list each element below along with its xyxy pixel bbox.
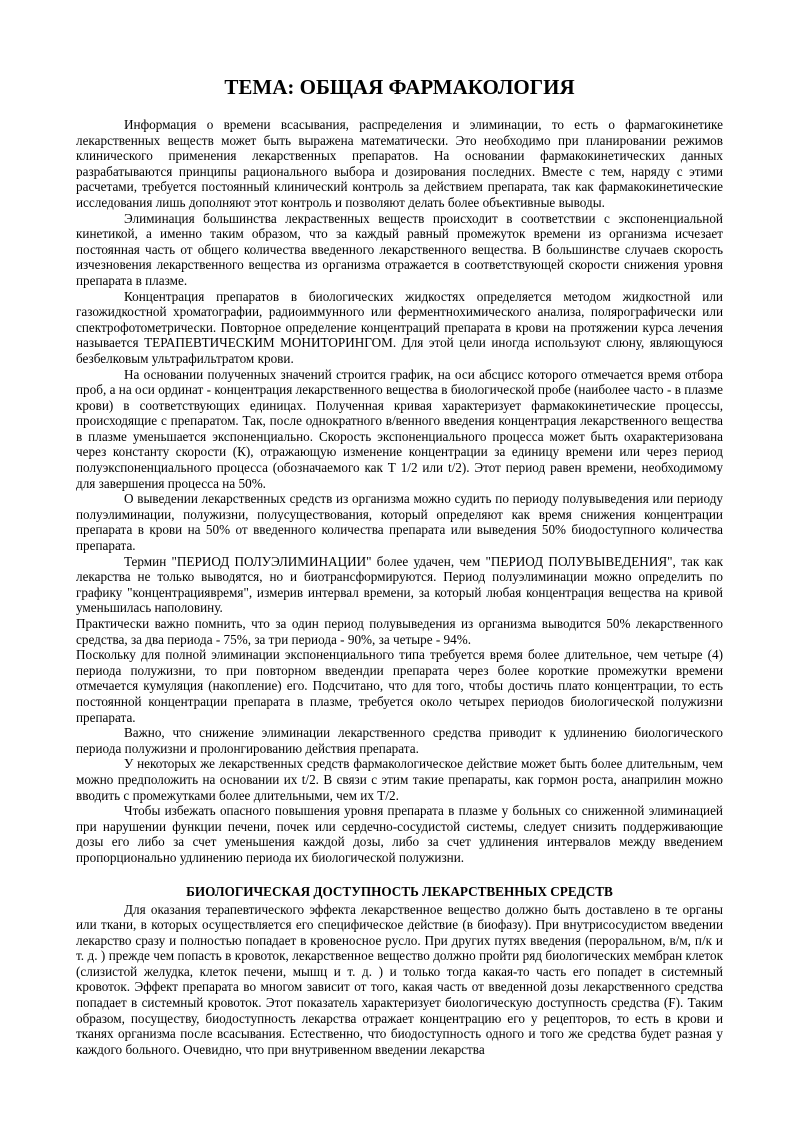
paragraph-graph: На основании полученных значений строится график, на оси абсцисс которого отмечается время отбора проб, а на оси ординат - концентрация лекарственного вещества в биологической пробе (наиболее часто - в плазме крови) в соответствующих единицах. Полученная кривая характеризует фармакокинетические процессы, происходящие с препаратом. Так, после однократного в/венного введения концентрация лекарственного вещества в плазме уменьшается экспоненциально. Скорость экспоненциального процесса может быть охарактеризована через константу скорости (К), отражающую изменение концентрации за единицу времени или через период полуэкспоненциального процесса (обозначаемого как Т 1/2 или t/2). Этот период равен времени, необходимому для завершения процесса на 50%.	[76, 366, 723, 491]
paragraph-term: Термин "ПЕРИОД ПОЛУЭЛИМИНАЦИИ" более удачен, чем "ПЕРИОД ПОЛУВЫВЕДЕНИЯ", так как лекарства не только выводятся, но и биотрансформируются. Период полуэлиминации можно определить по графику "концентрациявремя", измерив интервал времени, за который любая концентрация вещества на кривой уменьшилась наполовину.	[76, 553, 723, 616]
paragraph-elimination: Элиминация большинства лекраственных веществ происходит в соответствии с экспоненциальной кинетикой, а именно таким образом, что за каждый равный промежуток времени из организма исчезает постоянная часть от общего количества введенного лекарственного вещества. В большинстве случаев скорость изчезновения лекарственного вещества из организма отражается в соответствующей скорости снижения уровня препарата в плазме.	[76, 210, 723, 288]
paragraph-dosing: Чтобы избежать опасного повышения уровня препарата в плазме у больных со сниженной элиминацией при нарушении функции печени, почек или сердечно-сосудистой системы, следует снизить поддерживающие дозы его либо за счет уменьшения каждой дозы, либо за счет удлинения интервалов между введением пропорционально удлинению периода их биологической полужизни.	[76, 803, 723, 865]
paragraph-half-life: О выведении лекарственных средств из организма можно судить по периоду полувыведения или периоду полуэлиминации, полужизни, полусуществования, который определяют как время снижения концентрации препарата в крови на 50% от введенного количества препарата или выведения 50% биодоступного количества препарата.	[76, 491, 723, 554]
paragraph-cumulation: Поскольку для полной элиминации экспоненциального типа требуется время более длительное, чем четыре (4) периода полужизни, то при повторном введендии препарата через более короткие промежутки времени отмечается кумуляция (накопление) его. Подсчитано, что для того, чтобы достичь плато концентрации, то есть постоянной концентрации препарата в плазме, требуется около четырех периодов биологической полужизни препарата.	[76, 647, 723, 725]
paragraph-practical: Практически важно помнить, что за один период полувыведения из организма выводится 50% лекарственного средства, за два периода - 75%, за три периода - 90%, за четыре - 94%.	[76, 616, 723, 647]
paragraph-reduced-elimination: Важно, что снижение элиминации лекарственного средства приводит к удлинению биологического периода полужизни и пролонгированию действия препарата.	[76, 725, 723, 756]
paragraph-bioavailability: Для оказания терапевтического эффекта лекарственное вещество должно быть доставлено в те органы или ткани, в которых осуществляется его специфическое действие (в биофазу). При внутрисосудистом введении лекарство сразу и полностью попадает в кровеносное русло. При других путях введения (пероральном, в/м, п/к и т. д. ) прежде чем попасть в кровоток, лекарственное вещество должно пройти ряд биологических мембран клеток (слизистой желудка, клеток печени, мышц и т. д. ) и только тогда какая-то часть его попадет в системный кровоток. Эффект препарата во многом зависит от того, какая часть от введенной дозы лекарственного средства попадает в системный кровоток. Этот показатель характеризует биологическую доступность средства (F). Таким образом, посуществу, биодоступность лекарства отражает концентрацию его у рецепторов, то есть в крови и тканях организма после всасывания. Естественно, что биодоступность одного и того же средства будет разная у каждого больного. Очевидно, что при внутривенном введении лекарства	[76, 901, 723, 1057]
section-title: БИОЛОГИЧЕСКАЯ ДОСТУПНОСТЬ ЛЕКАРСТВЕННЫХ СРЕДСТВ	[186, 883, 613, 899]
paragraph-longer-action: У некоторых же лекарственных средств фармакологическое действие может быть более длительным, чем можно предположить на основании их t/2. В связи с этим такие препараты, как гормон роста, анаприлин можно вводить с промежутками более длительными, чем их Т/2.	[76, 756, 723, 803]
page-title: ТЕМА: ОБЩАЯ ФАРМАКОЛОГИЯ	[224, 75, 575, 99]
paragraph-pharmacokinetics: Информация о времени всасывания, распределения и элиминации, то есть о фармагокинетике лекарственных веществ может быть выражена математически. Это необходимо при планировании режимов клинического применения лекарственных препаратов. На основании фармакокинетических данных разрабатываются принципы рационального выбора и дозирования последних. Вместе с тем, наряду с этими расчетами, требуется постоянный клинический контроль за действием препарата, так как фармакокинетические исследования лишь дополняют этот контроль и позволяют делать более объективные выводы.	[76, 117, 723, 210]
paragraph-concentration: Концентрация препаратов в биологических жидкостях определяется методом жидкостной или газожидкостной хроматографии, радиоиммунного или ферментнохимического анализа, полярографически или спектрофотометрически. Повторное определение концентраций препарата в крови на протяжении курса лечения называется ТЕРАПЕВТИЧЕСКИМ МОНИТОРИНГОМ. Для этой цели иногда используют слюну, являющуюся безбелковым ультрафильтратом крови.	[76, 288, 723, 366]
